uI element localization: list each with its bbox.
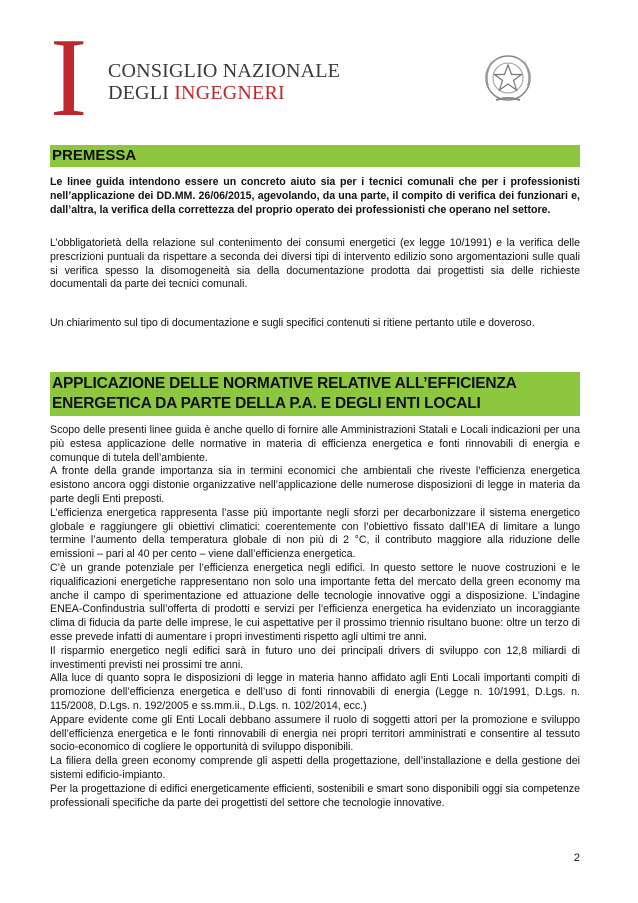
applicazione-paragraph-9: Per la progettazione di edifici energeticamente efficienti, sostenibili e smart sono disponibili oggi sia competenze professionali specifiche da parte dei progettisti del settore che tecnologie innovative.: [50, 782, 580, 809]
applicazione-body: [50, 424, 580, 810]
applicazione-paragraph-7: Appare evidente come gli Enti Locali debbano assumere il ruolo di soggetti attori per la promozione e sviluppo dell’efficienza energetica e le fonti rinnovabili di energia nei propri territori amministrati e consentire al tessuto socio-economico di cogliere le opportunità di sviluppo disponibili.: [50, 713, 580, 754]
applicazione-paragraph-4: C’è un grande potenziale per l’efficienza energetica negli edifici. In questo settore le nuove costruzioni e le riqualificazioni energetiche rappresentano non solo una importante fetta del mercato della green economy ma anche il campo di sperimentazione ed attuazione delle tecnologie innovative oggi a disposizione. L’indagine ENEA-Confindustria sull’offerta di prodotti e servizi per l’efficienza energetica ha evidenziato un incoraggiante clima di fiducia da parte delle imprese, le cui aspettative per il prossimo triennio risultano buone: oltre un terzo di esse prevede infatti di aumentare i propri investimenti rispetto agli ultimi tre anni.: [50, 561, 580, 643]
organization-name: [108, 60, 340, 104]
italian-republic-emblem-icon: [482, 50, 534, 106]
premessa-paragraph-2: L’obbligatorietà della relazione sul contenimento dei consumi energetici (ex legge 10/1991) e la verifica delle prescrizioni puntuali da rispettare a seconda dei diversi tipi di intervento edilizio sono argomentazioni sulle quali si verifica spesso la disomogeneità sia della documentazione prodotta dai progettisti sia delle richieste documentali da parte dei tecnici comunali.: [50, 237, 580, 291]
applicazione-paragraph-5: Il risparmio energetico negli edifici sarà in futuro uno dei principali drivers di sviluppo con 12,8 miliardi di investimenti previsti nei prossimi tre anni.: [50, 644, 580, 671]
section-title-premessa: PREMESSA: [50, 145, 580, 167]
section-title-applicazione: APPLICAZIONE DELLE NORMATIVE RELATIVE ALL’EFFICIENZA ENERGETICA DA PARTE DELLA P.A. E DEGLI ENTI LOCALI: [50, 372, 580, 416]
organization-name-line2: [108, 82, 340, 104]
applicazione-paragraph-2: A fronte della grande importanza sia in termini economici che ambientali che riveste l’efficienza energetica esistono ancora oggi distonie organizzative nell’applicazione delle numerose disposizioni di legge in materia da parte degli Enti preposti.: [50, 465, 580, 505]
applicazione-paragraph-6: Alla luce di quanto sopra le disposizioni di legge in materia hanno affidato agli Enti Locali importanti compiti di promozione dell’efficienza energetica e dell’uso di fonti rinnovabili di energia (Legge n. 10/1991, D.Lgs. n. 115/2008, D.Lgs. n. 192/2005 e ss.mm.ii., D.Lgs. n. 102/2014, ecc.): [50, 672, 580, 712]
organization-name-accent: INGEGNERI: [174, 82, 285, 104]
premessa-paragraph-1: Le linee guida intendono essere un concreto aiuto sia per i tecnici comunali che per i professionisti nell’applicazione dei DD.MM. 26/06/2015, agevolando, da una parte, il compito di verifica dei funzionari e, dall’altra, la verifica della correttezza del proprio operato dei professionisti che operano nel settore.: [50, 176, 580, 216]
applicazione-paragraph-8: La filiera della green economy comprende gli aspetti della progettazione, dell’installazione e della gestione dei sistemi edificio-impianto.: [50, 755, 580, 781]
organization-name-line1: CONSIGLIO NAZIONALE: [108, 60, 341, 82]
header-logo: [50, 16, 590, 140]
organization-name-prefix: DEGLI: [108, 82, 175, 104]
premessa-paragraph-3: Un chiarimento sul tipo di documentazione e sugli specifici contenuti si ritiene pertanto utile e doveroso.: [50, 317, 535, 329]
page-number: 2: [573, 852, 580, 864]
logo-letter: I: [50, 16, 88, 140]
applicazione-paragraph-3: L’efficienza energetica rappresenta l’asse più importante negli sforzi per decarbonizzare il sistema energetico globale e raggiungere gli obiettivi climatici: coerentemente con l’obiettivo fissato dall’IEA di limitare a lungo termine l’aumento della temperatura globale di non più di 2 °C, il contributo maggiore alla riduzione delle emissioni – pari al 40 per cento – viene dall’efficienza energetica.: [50, 506, 580, 561]
applicazione-paragraph-1: Scopo delle presenti linee guida è anche quello di fornire alle Amministrazioni Statali e Locali indicazioni per una più estesa applicazione delle normative in materia di efficienza energetica e fonti rinnovabili di energia e comunque di tutela dell’ambiente.: [50, 424, 580, 464]
